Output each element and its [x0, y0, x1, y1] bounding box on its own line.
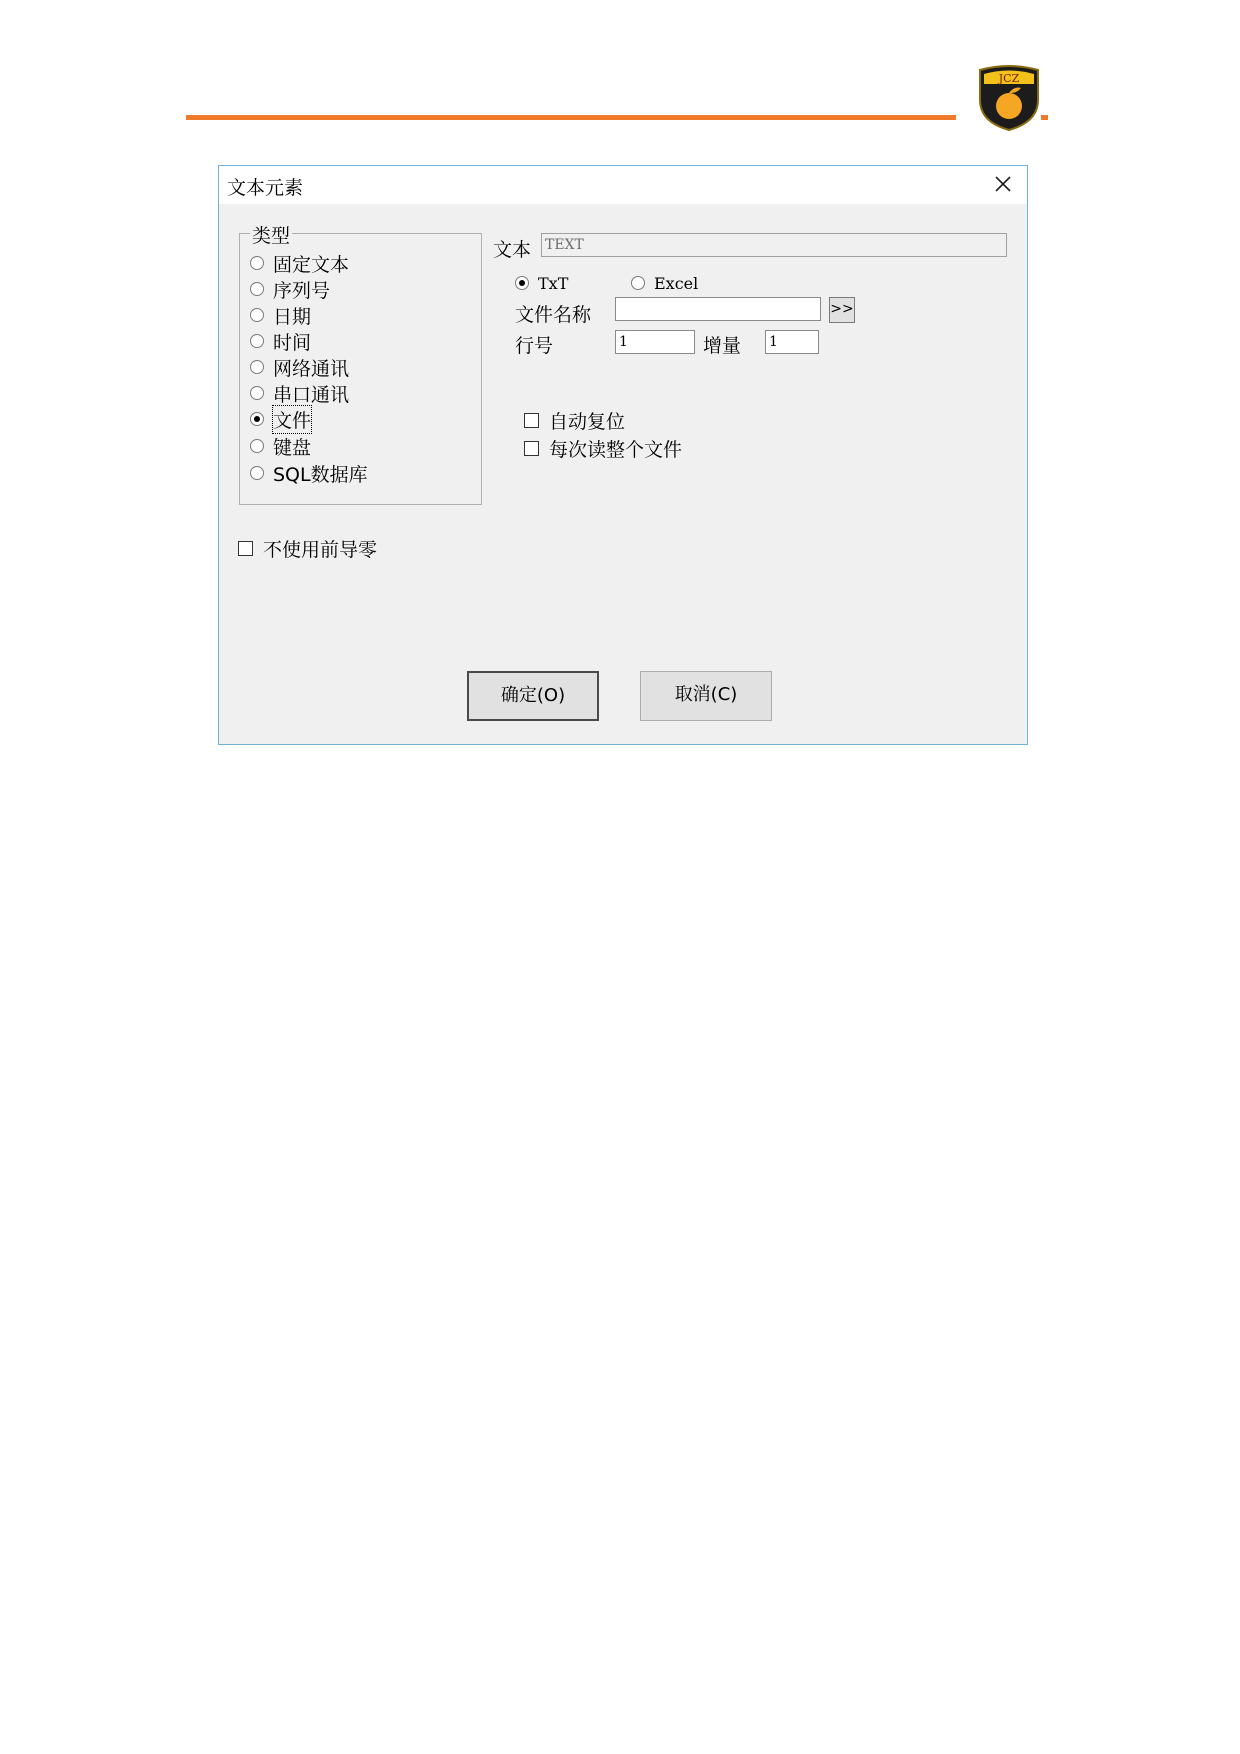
- cancel-button[interactable]: 取消(C): [640, 671, 772, 721]
- radio-selected-icon: [250, 412, 264, 426]
- radio-icon: [250, 334, 264, 348]
- increment-label: 增量: [703, 335, 742, 357]
- checkbox-icon: [238, 541, 253, 556]
- header-rule: [186, 115, 956, 120]
- browse-button[interactable]: >>: [829, 297, 855, 323]
- radio-icon: [250, 439, 264, 453]
- ok-button[interactable]: 确定(O): [467, 671, 599, 721]
- radio-icon: [631, 276, 645, 290]
- line-number-input[interactable]: 1: [615, 330, 695, 354]
- checkbox-icon: [524, 441, 539, 456]
- type-option-date[interactable]: 日期: [250, 303, 311, 327]
- radio-selected-icon: [515, 276, 529, 290]
- file-name-input[interactable]: [615, 297, 821, 321]
- checkbox-icon: [524, 413, 539, 428]
- logo-text: JCZ: [998, 72, 1020, 85]
- radio-icon: [250, 466, 264, 480]
- type-option-fixed-text[interactable]: 固定文本: [250, 251, 349, 275]
- type-group: [239, 225, 482, 505]
- text-input[interactable]: TEXT: [541, 233, 1007, 257]
- type-group-label: 类型: [250, 221, 292, 248]
- read-whole-file-checkbox[interactable]: 每次读整个文件: [524, 436, 682, 460]
- auto-reset-checkbox[interactable]: 自动复位: [524, 408, 625, 432]
- line-number-label: 行号: [515, 335, 554, 357]
- radio-icon: [250, 386, 264, 400]
- dialog-titlebar: [219, 166, 1027, 204]
- type-option-file[interactable]: 文件: [250, 407, 311, 431]
- type-option-serial-port[interactable]: 串口通讯: [250, 381, 349, 405]
- no-leading-zero-checkbox[interactable]: 不使用前导零: [238, 536, 377, 560]
- text-label: 文本: [493, 239, 532, 261]
- type-option-serial-number[interactable]: 序列号: [250, 277, 330, 301]
- radio-icon: [250, 256, 264, 270]
- type-option-sql-database[interactable]: SQL数据库: [250, 461, 368, 485]
- radio-icon: [250, 282, 264, 296]
- radio-icon: [250, 360, 264, 374]
- dialog-title: 文本元素: [227, 177, 304, 199]
- source-option-txt[interactable]: TxT: [515, 271, 568, 295]
- close-icon[interactable]: [991, 172, 1015, 196]
- file-name-label: 文件名称: [515, 304, 592, 326]
- source-option-excel[interactable]: Excel: [631, 271, 698, 295]
- type-option-network[interactable]: 网络通讯: [250, 355, 349, 379]
- jcz-logo: [974, 62, 1044, 132]
- text-element-dialog: [218, 165, 1028, 745]
- radio-icon: [250, 308, 264, 322]
- type-option-keyboard[interactable]: 键盘: [250, 434, 311, 458]
- increment-input[interactable]: 1: [765, 330, 819, 354]
- type-option-time[interactable]: 时间: [250, 329, 311, 353]
